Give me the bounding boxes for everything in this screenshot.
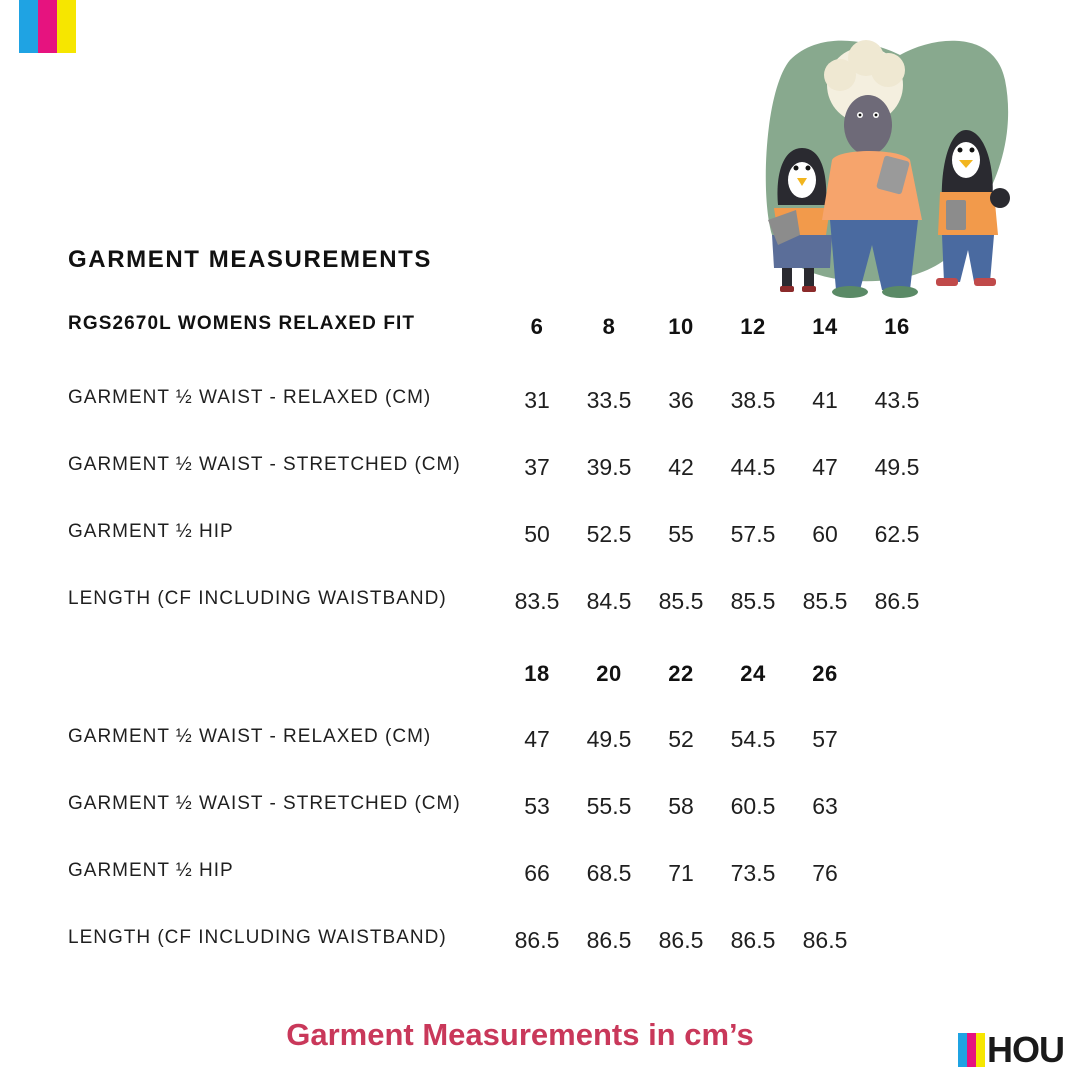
measurement-value: 57 xyxy=(812,726,838,752)
measurement-value: 47 xyxy=(524,726,550,752)
mascots-illustration-icon xyxy=(760,30,1020,300)
measurement-label: LENGTH (CF INCLUDING WAISTBAND) xyxy=(68,927,447,948)
size-header: 10 xyxy=(668,314,694,339)
measurement-label: LENGTH (CF INCLUDING WAISTBAND) xyxy=(68,588,447,609)
brand-color-logo xyxy=(19,0,76,53)
size-header: 26 xyxy=(812,661,838,686)
measurement-value: 49.5 xyxy=(874,454,920,480)
page-title: GARMENT MEASUREMENTS xyxy=(68,246,433,273)
measurement-label: GARMENT ½ HIP xyxy=(68,521,234,542)
measurement-value: 71 xyxy=(668,860,694,886)
measurement-value: 44.5 xyxy=(730,454,776,480)
measurement-value: 50 xyxy=(524,521,550,547)
measurement-value: 39.5 xyxy=(586,454,632,480)
measurement-value: 60.5 xyxy=(730,793,776,819)
measurement-value: 31 xyxy=(524,387,550,413)
measurement-value: 38.5 xyxy=(730,387,776,413)
measurement-value: 86.5 xyxy=(874,588,920,614)
measurement-value: 86.5 xyxy=(730,927,776,953)
measurement-value: 55 xyxy=(668,521,694,547)
measurement-value: 76 xyxy=(812,860,838,886)
measurement-value: 63 xyxy=(812,793,838,819)
brand-color-bars xyxy=(958,1033,985,1067)
size-header: 22 xyxy=(668,661,694,686)
measurement-value: 57.5 xyxy=(730,521,776,547)
measurement-value: 52 xyxy=(668,726,694,752)
size-header: 14 xyxy=(812,314,838,339)
measurement-value: 58 xyxy=(668,793,694,819)
measurement-label: GARMENT ½ HIP xyxy=(68,860,234,881)
footer-caption: Garment Measurements in cm’s xyxy=(286,1017,754,1052)
measurement-label: GARMENT ½ WAIST - RELAXED (CM) xyxy=(68,726,432,747)
measurement-value: 68.5 xyxy=(586,860,632,886)
brand-logo xyxy=(958,1029,1064,1070)
measurement-value: 37 xyxy=(524,454,550,480)
measurement-value: 66 xyxy=(524,860,550,886)
measurement-value: 42 xyxy=(668,454,694,480)
measurement-value: 85.5 xyxy=(730,588,776,614)
measurement-label: GARMENT ½ WAIST - RELAXED (CM) xyxy=(68,387,432,408)
measurement-value: 62.5 xyxy=(874,521,920,547)
measurement-value: 60 xyxy=(812,521,838,547)
size-header: 24 xyxy=(740,661,766,686)
measurement-value: 55.5 xyxy=(586,793,632,819)
measurement-value: 47 xyxy=(812,454,838,480)
measurement-value: 41 xyxy=(812,387,838,413)
size-header: 8 xyxy=(602,314,616,339)
size-header: 16 xyxy=(884,314,910,339)
size-header: 6 xyxy=(530,314,544,339)
measurement-value: 49.5 xyxy=(586,726,632,752)
measurement-label: GARMENT ½ WAIST - STRETCHED (CM) xyxy=(68,454,461,475)
measurement-value: 86.5 xyxy=(802,927,848,953)
measurement-value: 36 xyxy=(668,387,694,413)
measurement-value: 52.5 xyxy=(586,521,632,547)
measurement-value: 85.5 xyxy=(802,588,848,614)
measurement-value: 53 xyxy=(524,793,550,819)
measurement-value: 85.5 xyxy=(658,588,704,614)
measurement-value: 33.5 xyxy=(586,387,632,413)
measurement-value: 86.5 xyxy=(658,927,704,953)
size-header: 18 xyxy=(524,661,550,686)
measurement-value: 84.5 xyxy=(586,588,632,614)
brand-name: HOU xyxy=(987,1029,1064,1070)
measurement-label: GARMENT ½ WAIST - STRETCHED (CM) xyxy=(68,793,461,814)
size-header: 12 xyxy=(740,314,766,339)
measurement-value: 86.5 xyxy=(514,927,560,953)
measurement-value: 86.5 xyxy=(586,927,632,953)
measurement-value: 43.5 xyxy=(874,387,920,413)
size-header: 20 xyxy=(596,661,622,686)
measurement-value: 73.5 xyxy=(730,860,776,886)
measurement-value: 54.5 xyxy=(730,726,776,752)
product-title: RGS2670L WOMENS RELAXED FIT xyxy=(68,313,416,334)
measurement-value: 83.5 xyxy=(514,588,560,614)
